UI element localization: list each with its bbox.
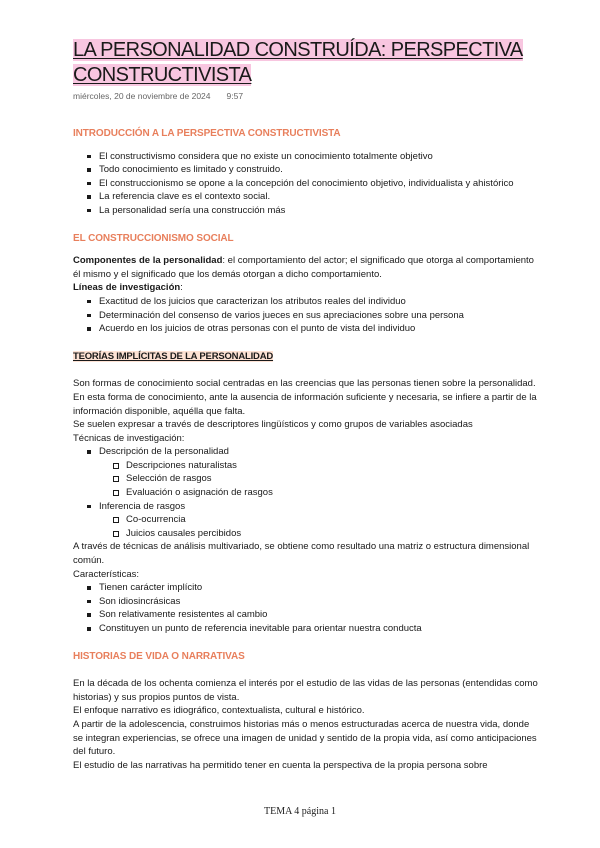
list-item: Son idiosincrásicas xyxy=(73,595,541,609)
techniques-list xyxy=(73,445,541,540)
paragraph: A través de técnicas de análisis multivariado, se obtiene como resultado una matriz o estructura dimensional común. xyxy=(73,541,530,567)
paragraph: El enfoque narrativo es idiográfico, contextualista, cultural e histórico. xyxy=(73,705,365,717)
sublist-item: Selección de rasgos xyxy=(99,472,541,486)
list-item: El construccionismo se opone a la concepción del conocimiento objetivo, individualista y ahistórico xyxy=(73,177,541,191)
research-lines-label: Líneas de investigación: xyxy=(73,282,183,294)
sublist xyxy=(99,513,541,540)
paragraph: A partir de la adolescencia, construimos historias más o menos estructuradas acerca de nuestra vida, donde se integran experiencias, se ofrece una imagen de unidad y sentido de la propia vida, así como anticipaciones del futuro. xyxy=(73,718,537,758)
sublist-item: Juicios causales percibidos xyxy=(99,527,541,541)
list-item: Todo conocimiento es limitado y construido. xyxy=(73,163,541,177)
paragraph: Técnicas de investigación: xyxy=(73,432,185,444)
heading-social-constructionism: EL CONSTRUCCIONISMO SOCIAL xyxy=(73,232,234,244)
list-item: Exactitud de los juicios que caracterizan los atributos reales del individuo xyxy=(73,295,541,309)
heading-life-stories: HISTORIAS DE VIDA O NARRATIVAS xyxy=(73,650,245,662)
list-item: Acuerdo en los juicios de otras personas con el punto de vista del individuo xyxy=(73,322,541,336)
note-metadata xyxy=(73,91,243,101)
sublist-item: Evaluación o asignación de rasgos xyxy=(99,486,541,500)
heading-intro: INTRODUCCIÓN A LA PERSPECTIVA CONSTRUCTIVISTA xyxy=(73,128,341,139)
heading-implicit-theories: TEORÍAS IMPLÍCITAS DE LA PERSONALIDAD xyxy=(73,350,274,362)
list-item: Descripción de la personalidad Descripciones naturalistas Selección de rasgos Evaluación o asignación de rasgos xyxy=(73,445,541,499)
paragraph: Son formas de conocimiento social centradas en las creencias que las personas tienen sobre la personalidad. xyxy=(73,378,536,390)
list-item: Son relativamente resistentes al cambio xyxy=(73,608,541,622)
note-date: miércoles, 20 de noviembre de 2024 xyxy=(73,91,211,101)
note-body xyxy=(73,127,541,772)
list-item: Tienen carácter implícito xyxy=(73,581,541,595)
list-item: La referencia clave es el contexto social. xyxy=(73,190,541,204)
sublist xyxy=(99,459,541,500)
paragraph: En la década de los ochenta comienza el interés por el estudio de las vidas de las personas (entendidas como historias) y sus propios puntos de vista. xyxy=(73,678,538,703)
sublist-item: Descripciones naturalistas xyxy=(99,459,541,473)
note-time: 9:57 xyxy=(226,91,244,101)
paragraph: El estudio de las narrativas ha permitido tener en cuenta la perspectiva de la propia persona sobre xyxy=(73,759,488,771)
research-lines-list xyxy=(73,295,541,336)
paragraph: Se suelen expresar a través de descriptores lingüísticos y como grupos de variables asociadas xyxy=(73,419,473,431)
list-item: Determinación del consenso de varios jueces en sus apreciaciones sobre una persona xyxy=(73,309,541,323)
paragraph: En esta forma de conocimiento, ante la ausencia de información suficiente y necesaria, se infiere a partir de la información disponible, aquélla que falta. xyxy=(73,391,537,417)
sublist-item: Co-ocurrencia xyxy=(99,513,541,527)
list-item: El constructivismo considera que no existe un conocimiento totalmente objetivo xyxy=(73,150,541,164)
list-item: Constituyen un punto de referencia inevitable para orientar nuestra conducta xyxy=(73,622,541,636)
characteristics-list xyxy=(73,581,541,635)
list-item: Inferencia de rasgos Co-ocurrencia Juicios causales percibidos xyxy=(73,500,541,541)
components-label: Componentes de la personalidad xyxy=(73,255,223,267)
intro-list xyxy=(73,150,541,218)
list-item: La personalidad sería una construcción más xyxy=(73,204,541,218)
paragraph: Características: xyxy=(73,568,139,580)
components-paragraph: Componentes de la personalidad: el comportamiento del actor; el significado que otorga al comportamiento él mismo y el significado que los demás otorgan a dicho comportamiento. xyxy=(73,255,534,280)
page-footer: TEMA 4 página 1 xyxy=(264,806,336,817)
page-title: LA PERSONALIDAD CONSTRUÍDA: PERSPECTIVA CONSTRUCTIVISTA xyxy=(73,39,523,86)
